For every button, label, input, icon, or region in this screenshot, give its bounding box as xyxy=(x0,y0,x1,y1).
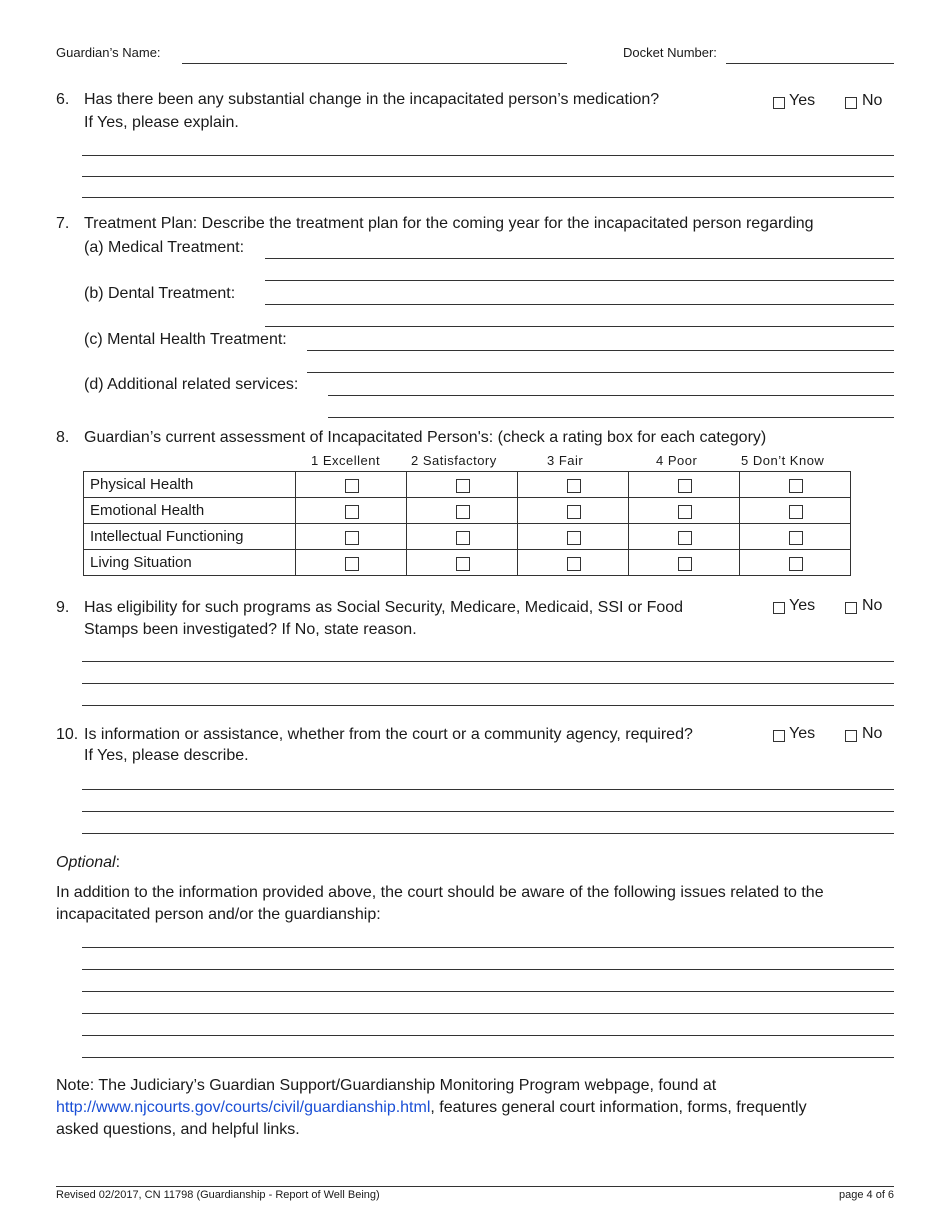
guardian-name-field[interactable] xyxy=(182,63,567,64)
q10-no-label: No xyxy=(862,725,883,742)
q10-no-checkbox[interactable] xyxy=(845,730,857,742)
note-line3: asked questions, and helpful links. xyxy=(56,1121,300,1138)
q7a-answer-line[interactable] xyxy=(265,280,894,281)
q9-yes-label: Yes xyxy=(789,597,816,614)
optional-answer-line[interactable] xyxy=(82,1035,894,1036)
rating-row-label: Living Situation xyxy=(84,550,296,576)
note-line2 xyxy=(56,1097,807,1119)
footer-divider xyxy=(56,1186,894,1187)
q10-subtext: If Yes, please describe. xyxy=(84,747,249,764)
rating-checkbox[interactable] xyxy=(345,505,359,519)
q7d-answer-line[interactable] xyxy=(328,417,894,418)
q9-text: Has eligibility for such programs as Social Security, Medicare, Medicaid, SSI or Food xyxy=(84,599,684,616)
rating-checkbox[interactable] xyxy=(345,557,359,571)
rating-checkbox[interactable] xyxy=(789,557,803,571)
optional-text-line1: In addition to the information provided above, the court should be aware of the following issues related to the xyxy=(56,884,824,901)
q6-number: 6. xyxy=(56,91,70,108)
table-row xyxy=(84,550,851,576)
q10-answer-line[interactable] xyxy=(82,811,894,812)
table-row xyxy=(84,524,851,550)
rating-checkbox[interactable] xyxy=(456,557,470,571)
q6-yes-label: Yes xyxy=(789,92,816,109)
rating-checkbox[interactable] xyxy=(789,505,803,519)
rating-checkbox[interactable] xyxy=(678,505,692,519)
guardian-name-label: Guardian’s Name: xyxy=(56,45,161,60)
table-row xyxy=(84,472,851,498)
q7c-answer-line[interactable] xyxy=(307,372,894,373)
q10-number: 10. xyxy=(56,726,79,743)
rating-checkbox[interactable] xyxy=(456,505,470,519)
q6-no-checkbox[interactable] xyxy=(845,97,857,109)
q7b-answer-line[interactable] xyxy=(265,304,894,305)
table-row xyxy=(84,498,851,524)
q6-no-label: No xyxy=(862,92,883,109)
q8-number: 8. xyxy=(56,429,70,446)
rating-checkbox[interactable] xyxy=(678,531,692,545)
note-line1: Note: The Judiciary’s Guardian Support/Guardianship Monitoring Program webpage, found at xyxy=(56,1077,717,1094)
q7c-label: (c) Mental Health Treatment: xyxy=(84,331,287,348)
q7d-answer-line[interactable] xyxy=(328,395,894,396)
rating-row-label: Emotional Health xyxy=(84,498,296,524)
q9-yes-checkbox[interactable] xyxy=(773,602,785,614)
note-suffix: , features general court information, forms, frequently xyxy=(430,1099,807,1116)
rating-checkbox[interactable] xyxy=(456,479,470,493)
q7-text: Treatment Plan: Describe the treatment plan for the coming year for the incapacitated person regarding xyxy=(84,215,814,232)
q6-yes-checkbox[interactable] xyxy=(773,97,785,109)
docket-number-field[interactable] xyxy=(726,63,894,64)
rating-checkbox[interactable] xyxy=(789,531,803,545)
q10-yes-label: Yes xyxy=(789,725,816,742)
optional-answer-line[interactable] xyxy=(82,1057,894,1058)
q9-subtext: Stamps been investigated? If No, state reason. xyxy=(84,621,417,638)
q7-number: 7. xyxy=(56,215,70,232)
q9-answer-line[interactable] xyxy=(82,661,894,662)
q9-no-label: No xyxy=(862,597,883,614)
rating-column-header: 3 Fair xyxy=(547,453,584,468)
q7d-label: (d) Additional related services: xyxy=(84,376,299,393)
rating-checkbox[interactable] xyxy=(345,531,359,545)
q10-text: Is information or assistance, whether from the court or a community agency, required? xyxy=(84,726,693,743)
rating-checkbox[interactable] xyxy=(567,531,581,545)
q9-no-checkbox[interactable] xyxy=(845,602,857,614)
q7b-label: (b) Dental Treatment: xyxy=(84,285,236,302)
q7c-answer-line[interactable] xyxy=(307,350,894,351)
q7a-answer-line[interactable] xyxy=(265,258,894,259)
rating-row-label: Intellectual Functioning xyxy=(84,524,296,550)
rating-checkbox[interactable] xyxy=(345,479,359,493)
docket-number-label: Docket Number: xyxy=(623,45,717,60)
rating-checkbox[interactable] xyxy=(678,557,692,571)
rating-checkbox[interactable] xyxy=(567,557,581,571)
rating-column-header: 1 Excellent xyxy=(311,453,381,468)
q6-text: Has there been any substantial change in the incapacitated person’s medication? xyxy=(84,91,660,108)
q7b-answer-line[interactable] xyxy=(265,326,894,327)
q9-answer-line[interactable] xyxy=(82,683,894,684)
rating-column-header: 4 Poor xyxy=(656,453,698,468)
q6-answer-line[interactable] xyxy=(82,155,894,156)
q6-answer-line[interactable] xyxy=(82,176,894,177)
q9-number: 9. xyxy=(56,599,70,616)
q6-answer-line[interactable] xyxy=(82,197,894,198)
q9-answer-line[interactable] xyxy=(82,705,894,706)
rating-table xyxy=(83,471,851,576)
footer-revision: Revised 02/2017, CN 11798 (Guardianship - Report of Well Being) xyxy=(56,1189,380,1201)
rating-checkbox[interactable] xyxy=(789,479,803,493)
rating-checkbox[interactable] xyxy=(567,479,581,493)
optional-text-line2: incapacitated person and/or the guardianship: xyxy=(56,906,381,923)
rating-checkbox[interactable] xyxy=(456,531,470,545)
q10-yes-checkbox[interactable] xyxy=(773,730,785,742)
q6-subtext: If Yes, please explain. xyxy=(84,114,239,131)
optional-answer-line[interactable] xyxy=(82,1013,894,1014)
q7a-label: (a) Medical Treatment: xyxy=(84,239,245,256)
rating-checkbox[interactable] xyxy=(567,505,581,519)
rating-checkbox[interactable] xyxy=(678,479,692,493)
optional-answer-line[interactable] xyxy=(82,947,894,948)
q10-answer-line[interactable] xyxy=(82,789,894,790)
optional-colon: : xyxy=(115,854,121,871)
guardianship-webpage-link[interactable]: http://www.njcourts.gov/courts/civil/guardianship.html xyxy=(56,1099,431,1116)
rating-row-label: Physical Health xyxy=(84,472,296,498)
rating-column-header: 2 Satisfactory xyxy=(411,453,497,468)
optional-heading xyxy=(56,852,120,874)
rating-column-header: 5 Don’t Know xyxy=(741,453,825,468)
optional-answer-line[interactable] xyxy=(82,991,894,992)
optional-answer-line[interactable] xyxy=(82,969,894,970)
optional-label: Optional xyxy=(56,854,116,871)
q10-answer-line[interactable] xyxy=(82,833,894,834)
footer-page-number: page 4 of 6 xyxy=(839,1189,895,1201)
q8-text: Guardian’s current assessment of Incapacitated Person's: (check a rating box for each category) xyxy=(84,429,767,446)
